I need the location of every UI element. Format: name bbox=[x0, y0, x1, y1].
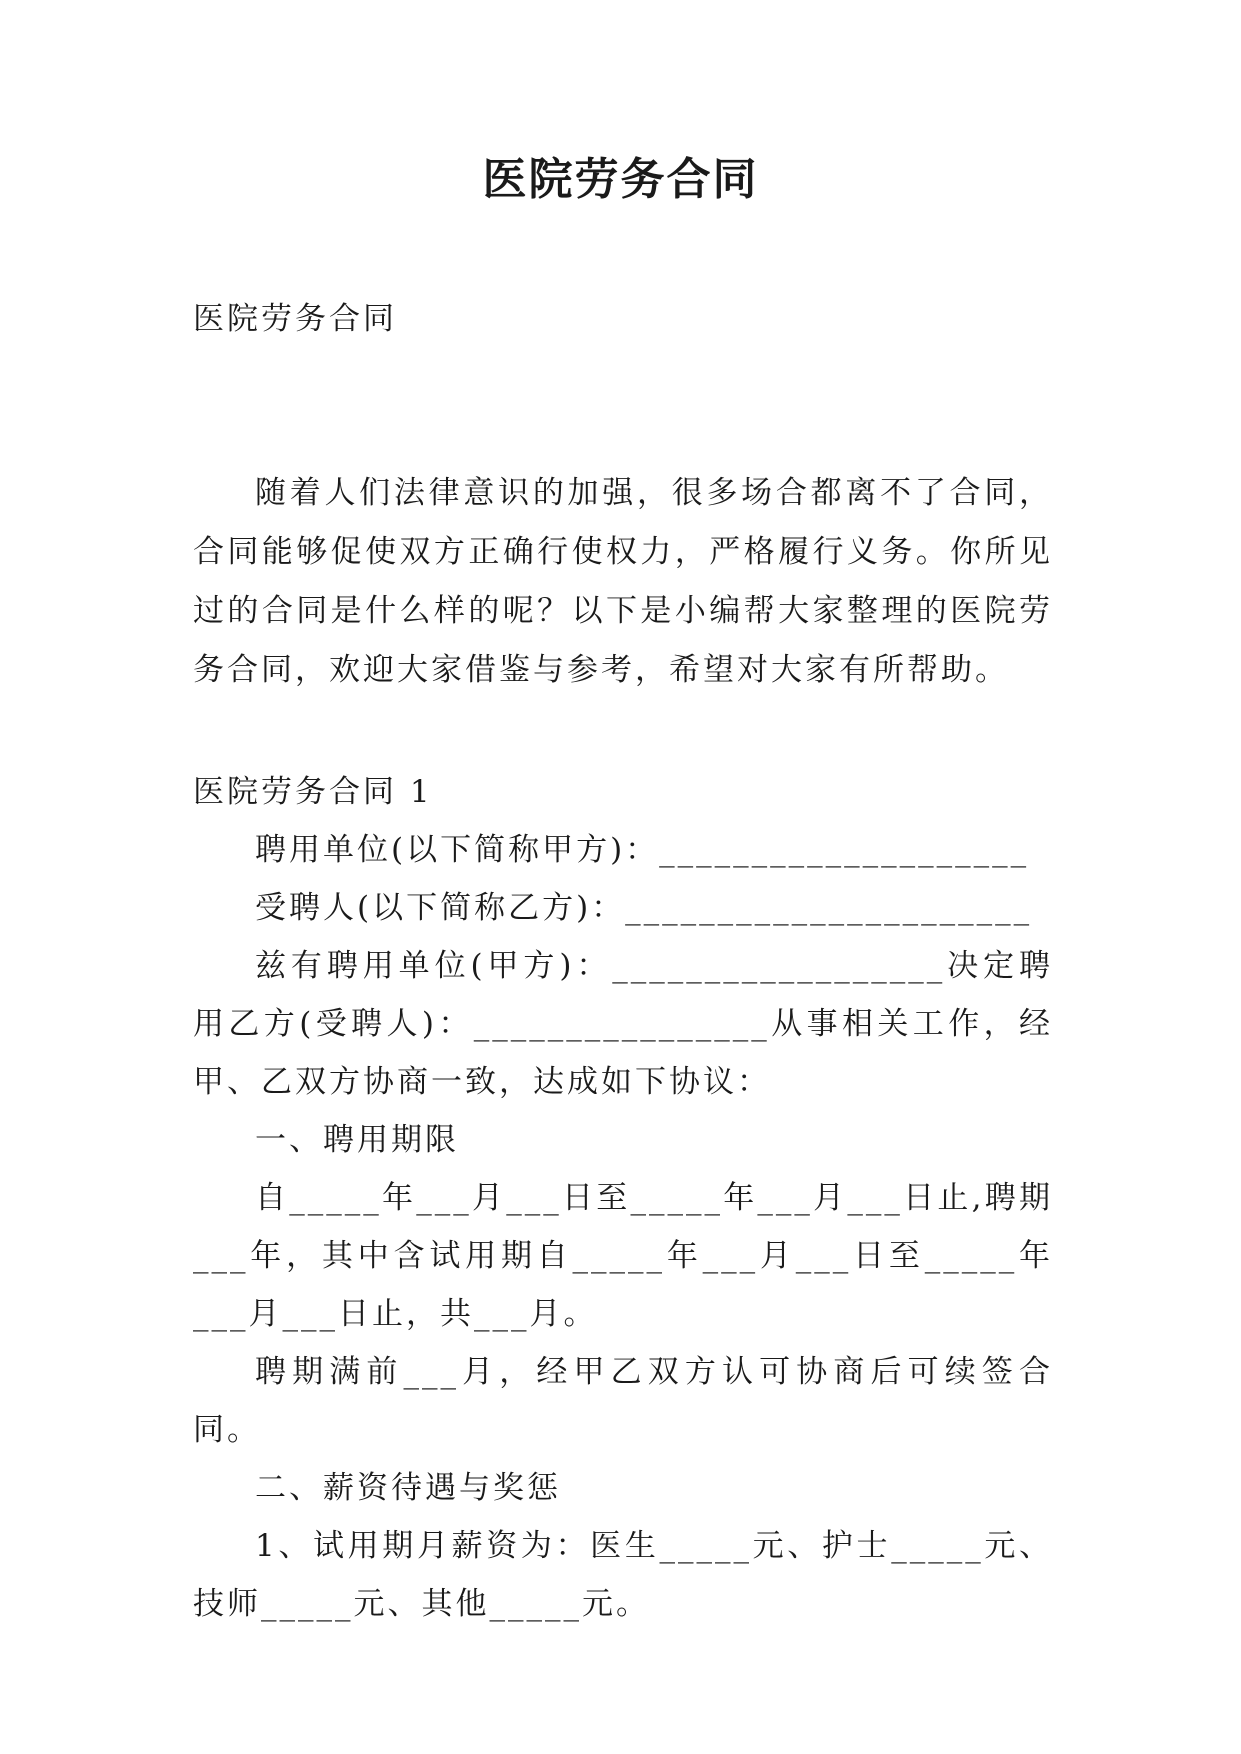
agreement-paragraph: 兹有聘用单位(甲方)：__________________决定聘用乙方(受聘人)：________________从事相关工作，经甲、乙双方协商一致，达成如下协议： bbox=[193, 948, 1053, 1100]
intro-paragraph: 随着人们法律意识的加强，很多场合都离不了合同，合同能够促使双方正确行使权力，严格履行义务。你所见过的合同是什么样的呢？以下是小编帮大家整理的医院劳务合同，欢迎大家借鉴与参考，希望对大家有所帮助。 bbox=[193, 475, 1053, 688]
section-heading-term: 一、聘用期限 bbox=[255, 1122, 459, 1158]
renewal-paragraph: 聘期满前___月，经甲乙双方认可协商后可续签合同。 bbox=[193, 1354, 1053, 1448]
term-paragraph: 自_____年___月___日至_____年___月___日止,聘期___年，其中含试用期自_____年___月___日至_____年___月___日止，共___月。 bbox=[193, 1180, 1053, 1332]
document-title: 医院劳务合同 bbox=[482, 154, 759, 205]
document-body bbox=[193, 290, 1053, 1633]
section-heading-salary: 二、薪资待遇与奖惩 bbox=[255, 1470, 561, 1506]
employee-line: 受聘人(以下简称乙方)：______________________ bbox=[255, 890, 1033, 926]
document-subtitle: 医院劳务合同 bbox=[193, 301, 397, 337]
contract-heading: 医院劳务合同 1 bbox=[193, 774, 433, 810]
employer-line: 聘用单位(以下简称甲方)：____________________ bbox=[255, 832, 1030, 868]
salary-paragraph: 1、试用期月薪资为：医生_____元、护士_____元、技师_____元、其他_____元。 bbox=[193, 1528, 1053, 1622]
